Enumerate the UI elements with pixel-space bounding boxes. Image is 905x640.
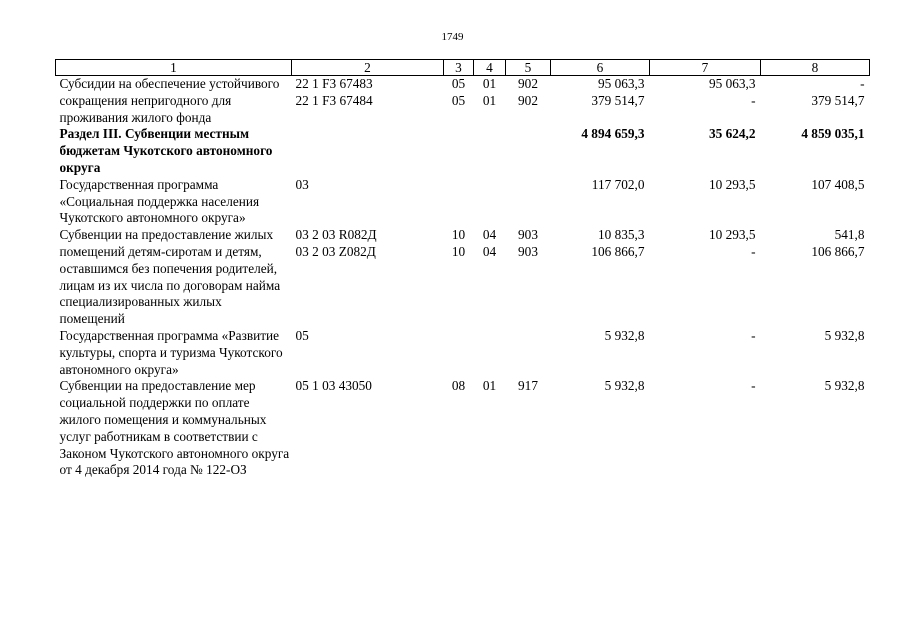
total-cell xyxy=(551,227,650,328)
total-cell xyxy=(551,378,650,479)
subsection-cell-value: 01 xyxy=(482,92,497,108)
subsection-cell xyxy=(474,227,506,328)
federal-cell-value: 10 293,5 xyxy=(708,176,756,192)
item-name-cell: Субсидии на обеспечение устойчивого сокращения непригодного для проживания жилого фонда xyxy=(59,76,280,125)
total-cell-value: 117 702,0 xyxy=(591,176,645,192)
budget-table xyxy=(55,59,870,479)
total-cell xyxy=(551,126,650,176)
regional-cell xyxy=(761,76,870,127)
regional-cell-value: 5 932,8 xyxy=(824,327,865,343)
section-row xyxy=(56,126,870,176)
code-cell xyxy=(292,328,444,378)
regional-cell xyxy=(761,177,870,227)
header-col-7: 7 xyxy=(650,60,761,76)
federal-cell-value: 35 624,2 xyxy=(708,126,756,142)
item-name-cell: Государственная программа «Развитие культуры, спорта и туризма Чукотского автономного округа» xyxy=(59,327,283,377)
section-cell-value: 05 xyxy=(451,92,466,108)
header-row xyxy=(56,60,870,76)
federal-cell xyxy=(650,328,761,378)
regional-cell-value: 5 932,8 xyxy=(824,378,865,394)
section-cell-value xyxy=(444,177,474,194)
item-cell xyxy=(506,328,551,378)
item-cell-value: 917 xyxy=(518,378,538,394)
regional-cell xyxy=(761,378,870,479)
code-cell-value: 03 2 03 R082Д xyxy=(295,227,377,243)
total-cell xyxy=(551,177,650,227)
subsection-cell-value xyxy=(474,328,506,345)
item-name-cell: Государственная программа «Социальная поддержка населения Чукотского автономного округа» xyxy=(59,176,260,226)
total-cell-value: 5 932,8 xyxy=(604,378,645,394)
section-cell-value: 05 xyxy=(451,76,466,91)
code-cell xyxy=(292,126,444,176)
table-row xyxy=(56,227,870,328)
regional-cell xyxy=(761,328,870,378)
code-cell-value: 22 1 F3 67483 xyxy=(295,76,373,91)
item-cell-value: 903 xyxy=(518,243,538,259)
section-cell-value: 08 xyxy=(451,378,466,394)
item-name-cell: Раздел III. Субвенции местным бюджетам Чукотского автономного округа xyxy=(59,126,273,175)
code-cell xyxy=(292,76,444,127)
regional-cell-value: 541,8 xyxy=(834,227,865,243)
section-cell xyxy=(444,328,474,378)
item-name-cell: Субвенции на предоставление жилых помещений детям-сиротам и детям, оставшимся без попечения родителей, лицам из их числа по договорам найма специализированных жилых помещений xyxy=(59,227,281,327)
table-row xyxy=(56,328,870,378)
item-cell-value: 902 xyxy=(518,92,538,108)
subsection-cell xyxy=(474,76,506,127)
item-name-cell: Субвенции на предоставление мер социальной поддержки по оплате жилого помещения и коммунальных услуг работникам в соответствии с Законом Чукотского автономного округа от 4 декабря 2014 года № 122-ОЗ xyxy=(59,378,290,478)
item-cell xyxy=(506,126,551,176)
item-cell xyxy=(506,177,551,227)
page-number: 1749 xyxy=(441,31,464,43)
item-cell xyxy=(506,378,551,479)
section-cell xyxy=(444,378,474,479)
subsection-cell-value xyxy=(474,126,506,143)
code-cell xyxy=(292,378,444,479)
code-cell xyxy=(292,177,444,227)
subsection-cell-value: 01 xyxy=(482,378,497,394)
federal-cell-value: - xyxy=(751,243,756,259)
subsection-cell xyxy=(474,328,506,378)
regional-cell-value: 4 859 035,1 xyxy=(801,126,865,142)
item-cell-value xyxy=(506,328,551,345)
code-cell-value: 03 xyxy=(295,176,309,192)
item-cell xyxy=(506,76,551,127)
regional-cell-value: 106 866,7 xyxy=(811,243,865,259)
federal-cell-value: - xyxy=(751,378,756,394)
code-cell-value: 03 2 03 Z082Д xyxy=(295,243,376,259)
header-col-8: 8 xyxy=(761,60,870,76)
subsection-cell-value: 04 xyxy=(482,227,497,243)
item-cell-value xyxy=(506,126,551,143)
federal-cell xyxy=(650,76,761,127)
section-cell-value: 10 xyxy=(451,227,466,243)
code-cell xyxy=(292,227,444,328)
total-cell-value: 5 932,8 xyxy=(604,327,645,343)
table-row xyxy=(56,378,870,479)
subsection-cell xyxy=(474,126,506,176)
federal-cell xyxy=(650,378,761,479)
code-cell-value xyxy=(296,126,440,143)
total-cell-value: 95 063,3 xyxy=(597,76,645,91)
code-cell-value: 05 1 03 43050 xyxy=(295,378,372,394)
regional-cell xyxy=(761,126,870,176)
section-cell xyxy=(444,126,474,176)
regional-cell xyxy=(761,227,870,328)
item-cell xyxy=(506,227,551,328)
section-cell xyxy=(444,177,474,227)
federal-cell xyxy=(650,126,761,176)
header-col-6: 6 xyxy=(551,60,650,76)
subsection-cell-value: 01 xyxy=(482,76,497,91)
section-cell xyxy=(444,76,474,127)
table-body xyxy=(56,76,870,480)
section-cell-value: 10 xyxy=(451,243,466,259)
table-row xyxy=(56,177,870,227)
total-cell-value: 4 894 659,3 xyxy=(581,126,645,142)
item-cell-value: 902 xyxy=(518,76,538,91)
federal-cell-value: 95 063,3 xyxy=(708,76,756,91)
federal-cell-value: - xyxy=(751,92,756,108)
total-cell-value: 379 514,7 xyxy=(591,92,645,108)
total-cell xyxy=(551,328,650,378)
header-col-4: 4 xyxy=(474,60,506,76)
subsection-cell-value: 04 xyxy=(482,243,497,259)
code-cell-value: 22 1 F3 67484 xyxy=(295,92,373,108)
federal-cell xyxy=(650,227,761,328)
table-row xyxy=(56,76,870,127)
total-cell-value: 10 835,3 xyxy=(597,227,645,243)
regional-cell-value: 379 514,7 xyxy=(811,92,865,108)
header-col-5: 5 xyxy=(506,60,551,76)
federal-cell-value: 10 293,5 xyxy=(708,227,756,243)
subsection-cell xyxy=(474,378,506,479)
total-cell xyxy=(551,76,650,127)
regional-cell-value: 107 408,5 xyxy=(811,176,865,192)
section-cell-value xyxy=(444,328,474,345)
item-cell-value xyxy=(506,177,551,194)
header-col-2: 2 xyxy=(292,60,444,76)
subsection-cell xyxy=(474,177,506,227)
header-col-1: 1 xyxy=(56,60,292,76)
total-cell-value: 106 866,7 xyxy=(591,243,645,259)
section-cell xyxy=(444,227,474,328)
regional-cell-value: - xyxy=(860,76,865,91)
subsection-cell-value xyxy=(474,177,506,194)
header-col-3: 3 xyxy=(444,60,474,76)
code-cell-value: 05 xyxy=(295,327,309,343)
section-cell-value xyxy=(444,126,474,143)
federal-cell xyxy=(650,177,761,227)
item-cell-value: 903 xyxy=(518,227,538,243)
federal-cell-value: - xyxy=(751,327,756,343)
